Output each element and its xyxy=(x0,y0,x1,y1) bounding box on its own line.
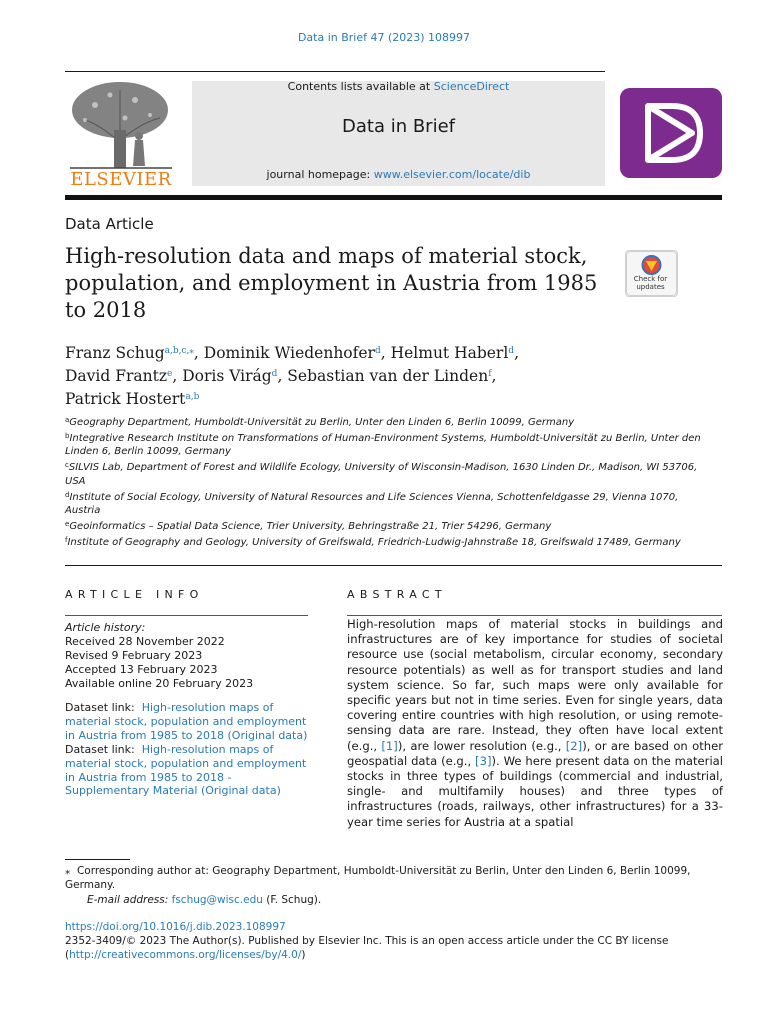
affiliation-item xyxy=(65,518,705,534)
affiliation-key: e xyxy=(65,519,70,528)
check-for-updates-label[interactable]: Check for updates xyxy=(633,275,668,291)
contents-line xyxy=(192,80,605,93)
affiliation-item xyxy=(65,414,705,430)
affiliation-key: a xyxy=(65,416,70,424)
author-affiliation-marker[interactable]: f xyxy=(488,369,492,379)
author-list xyxy=(65,341,705,410)
corresponding-author-note xyxy=(65,865,725,893)
footnote-marker: ⁎ xyxy=(65,865,71,877)
abstract-rule xyxy=(347,615,722,616)
affiliation-list xyxy=(65,414,705,549)
author-separator: , xyxy=(514,344,519,362)
running-head[interactable]: Data in Brief 47 (2023) 108997 xyxy=(297,31,471,44)
contents-prefix: Contents lists available at xyxy=(287,80,434,93)
history-heading: Article history: xyxy=(65,621,146,634)
author-affiliation-marker[interactable]: e xyxy=(167,369,173,379)
abstract-body xyxy=(347,617,723,830)
affiliation-key: b xyxy=(65,431,70,440)
homepage-line xyxy=(192,168,605,181)
elsevier-wordmark: ELSEVIER xyxy=(70,169,172,190)
dataset-label: Dataset link: xyxy=(65,742,135,756)
copyright-line: 2352-3409/© 2023 The Author(s). Published by Elsevier Inc. This is an open access article under the CC BY license xyxy=(65,934,669,947)
article-info-rule xyxy=(65,615,308,616)
affiliation-text: Integrative Research Institute on Transformations of Human-Environment Systems, Humboldt-Universität zu Berlin, Unter den Linden 6, Berlin 10099, Germany xyxy=(65,432,701,458)
author xyxy=(182,367,287,385)
affiliation-key: d xyxy=(65,490,70,499)
header-thick-rule xyxy=(65,195,722,200)
abstract-text-3: ), or are based on other geospatial data (e.g., xyxy=(347,738,723,768)
dataset-links xyxy=(65,701,310,798)
footnote-rule xyxy=(65,859,130,860)
author xyxy=(65,367,182,385)
affiliation-item xyxy=(65,489,705,518)
author-name[interactable]: Patrick Hostert xyxy=(65,390,186,408)
publication-info xyxy=(65,921,725,963)
footnote-text: Corresponding author at: Geography Department, Humboldt-Universität zu Berlin, Unter den Linden 6, Berlin 10099, Germany. xyxy=(65,865,691,891)
license-link[interactable]: http://creativecommons.org/licenses/by/4.0/ xyxy=(69,948,302,961)
affiliation-text: Geoinformatics – Spatial Data Science, Trier University, Behringstraße 21, Trier 54296, Germany xyxy=(69,520,552,532)
abstract-heading: ABSTRACT xyxy=(347,588,447,601)
author-name[interactable]: Doris Virág xyxy=(182,367,272,385)
author-affiliation-marker[interactable]: d xyxy=(271,369,278,379)
citation-link[interactable]: [3] xyxy=(475,753,492,768)
dataset-label: Dataset link: xyxy=(65,701,135,714)
author-affiliation-marker[interactable]: a,b xyxy=(185,392,200,402)
author-separator: , xyxy=(172,367,183,385)
author-affiliation-marker[interactable]: d xyxy=(508,346,515,356)
author-name[interactable]: Dominik Wiedenhofer xyxy=(203,344,375,362)
affiliation-text: Geography Department, Humboldt-Universität zu Berlin, Unter den Linden 6, Berlin 10099, Germany xyxy=(69,417,575,428)
affiliation-key: c xyxy=(65,461,69,470)
license-line xyxy=(65,949,725,963)
dataset-link-1 xyxy=(65,701,310,743)
author-name[interactable]: David Frantz xyxy=(65,367,168,385)
abstract-text-4: ). We here present data on the material stocks in three types of buildings (commercial and industrial, single- and multifamily houses) and three types of infrastructures (roads, railways, other infrastructures) for a 33-year time series for Austria at a spatial xyxy=(347,753,723,829)
author-separator: , xyxy=(277,367,288,385)
author-separator: , xyxy=(380,344,391,362)
article-info-heading: ARTICLE INFO xyxy=(65,588,204,601)
journal-title: Data in Brief xyxy=(342,116,455,137)
homepage-prefix: journal homepage: xyxy=(266,168,374,181)
dataset-link-2 xyxy=(65,743,310,799)
accepted-date: Accepted 13 February 2023 xyxy=(65,662,218,676)
email-line xyxy=(87,894,321,906)
journal-cover-icon[interactable] xyxy=(620,88,722,178)
abstract-text-1: High-resolution maps of material stocks in buildings and infrastructures are of key importance for studies of societal resource use (social metabolism, circular economy, secondary resource potentials) as well as for transport studies and land system science. So far, such maps were only available for specific years but not in time series. Even for single years, data covering entire countries with high resolution, or using remote-sensing data are rare. Instead, they often have local extent (e.g., xyxy=(347,617,723,753)
license-open: ( xyxy=(65,948,70,961)
author-affiliation-marker[interactable]: d xyxy=(374,346,381,356)
revised-date: Revised 9 February 2023 xyxy=(65,648,203,662)
article-type: Data Article xyxy=(65,215,154,233)
online-date: Available online 20 February 2023 xyxy=(65,676,254,690)
article-history xyxy=(65,621,310,691)
header-rule xyxy=(65,71,605,72)
author-separator: , xyxy=(491,367,497,385)
author xyxy=(204,344,391,362)
author-name[interactable]: Helmut Haberl xyxy=(390,344,509,362)
affiliation-text: Institute of Geography and Geology, University of Greifswald, Friedrich-Ludwig-Jahnstraße 18, Greifswald 17489, Germany xyxy=(67,536,681,548)
email-link[interactable]: fschug@wisc.edu xyxy=(171,894,263,906)
affiliation-text: Institute of Social Ecology, University of Natural Resources and Life Sciences Vienna, Schottenfeldgasse 29, Vienna 1070, Austria xyxy=(65,491,679,517)
author-separator: , xyxy=(193,344,204,362)
affiliation-item xyxy=(65,459,705,488)
citation-link[interactable]: [2] xyxy=(565,738,583,753)
affiliation-item xyxy=(65,430,705,459)
received-date: Received 28 November 2022 xyxy=(65,634,225,648)
doi-link[interactable]: https://doi.org/10.1016/j.dib.2023.108997 xyxy=(65,921,286,933)
author xyxy=(65,344,204,362)
email-suffix: (F. Schug). xyxy=(262,894,322,906)
abstract-text-2: ), are lower resolution (e.g., xyxy=(397,738,566,753)
email-label: E-mail address: xyxy=(87,894,172,906)
author xyxy=(65,390,199,408)
affiliation-key: f xyxy=(65,535,68,544)
homepage-link[interactable]: www.elsevier.com/locate/dib xyxy=(373,168,531,181)
author xyxy=(391,344,519,362)
affiliation-text: SILVIS Lab, Department of Forest and Wildlife Ecology, University of Wisconsin-Madison, 1630 Linden Dr., Madison, WI 53706, USA xyxy=(65,462,698,487)
author-name[interactable]: Franz Schug xyxy=(65,344,165,362)
author-name[interactable]: Sebastian van der Linden xyxy=(287,367,489,385)
dataset-2-link[interactable]: High-resolution maps of material stock, population and employment in Austria from 1985 to 2018 - Supplementary Material (Original data) xyxy=(65,742,307,798)
citation-link[interactable]: [1] xyxy=(381,738,398,753)
sciencedirect-link[interactable]: ScienceDirect xyxy=(433,80,510,93)
author-affiliation-marker[interactable]: a,b,c,⁎ xyxy=(164,346,194,356)
affiliation-item xyxy=(65,534,705,550)
license-close: ) xyxy=(301,948,306,961)
article-title: High-resolution data and maps of material stock, population, and employment in Austria from 1985 to 2018 xyxy=(65,244,598,322)
section-rule xyxy=(65,565,722,566)
dataset-1-link[interactable]: High-resolution maps of material stock, population and employment in Austria from 1985 to 2018 (Original data) xyxy=(65,701,308,742)
author xyxy=(287,367,496,385)
